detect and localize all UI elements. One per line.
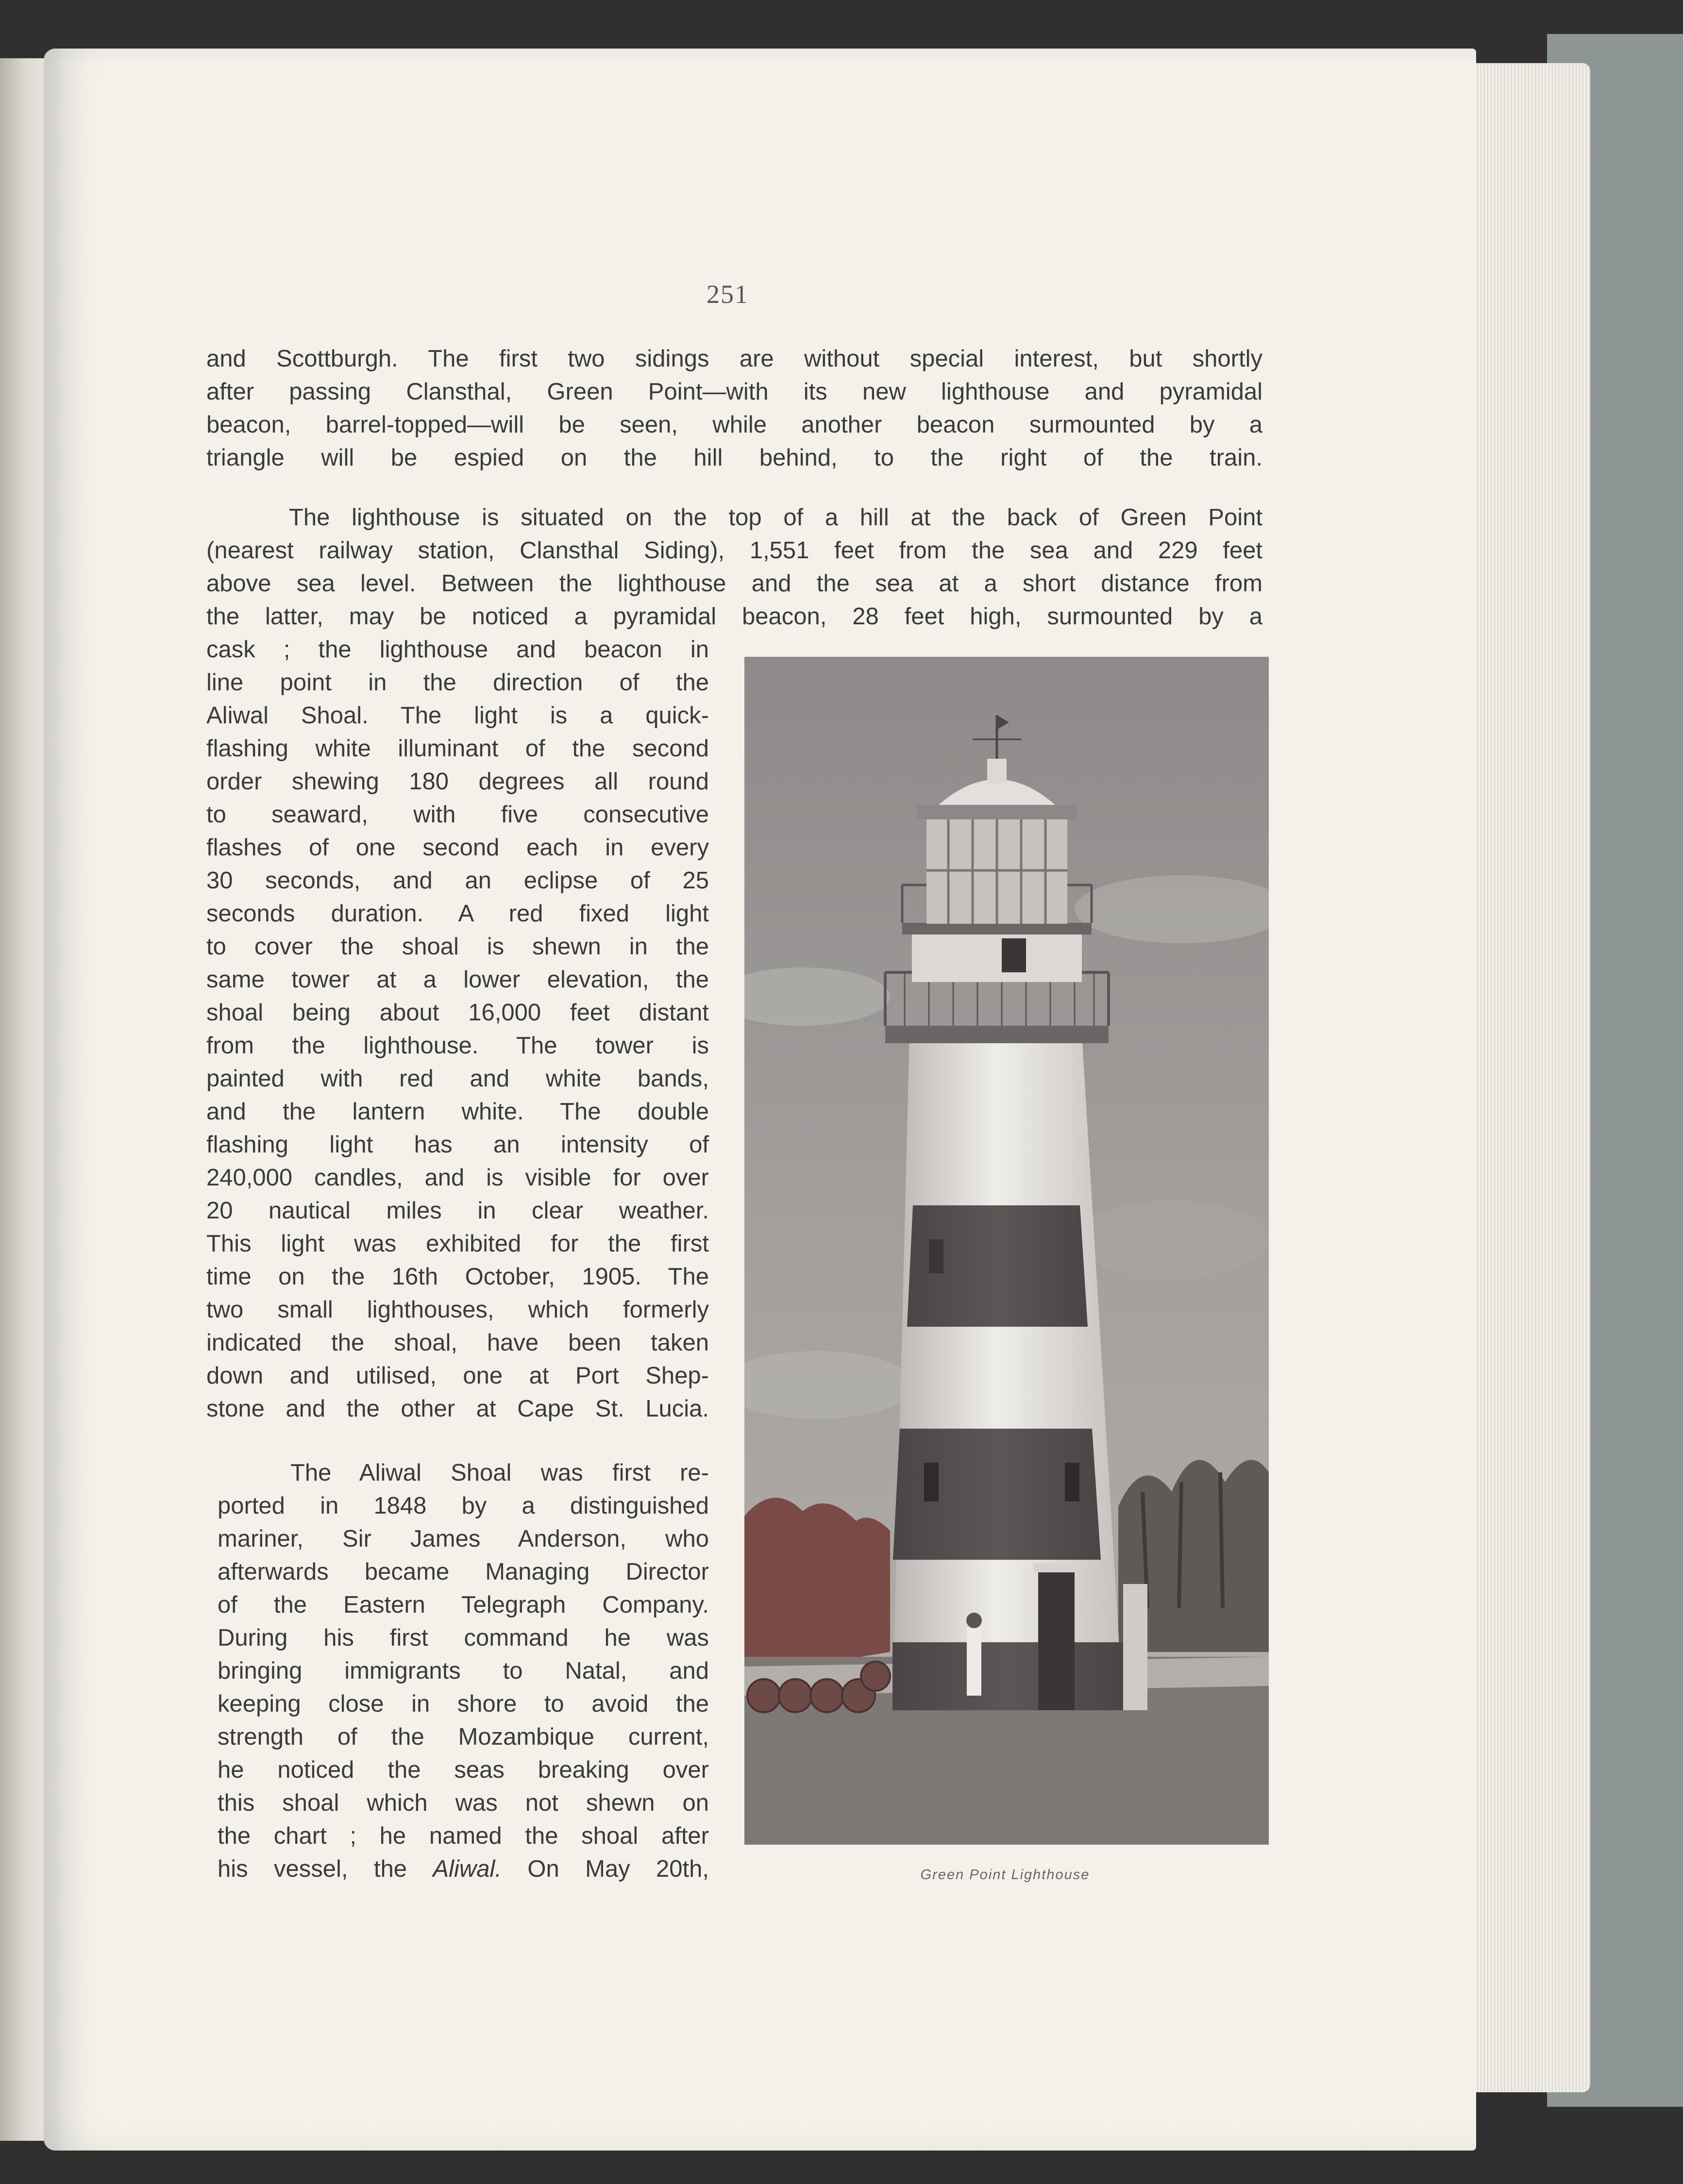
text-line: order shewing 180 degrees all round xyxy=(206,768,709,795)
text-line: down and utilised, one at Port Shep- xyxy=(206,1363,709,1389)
text-line: Aliwal Shoal. The light is a quick- xyxy=(206,702,709,729)
paragraph-1 xyxy=(206,342,1262,474)
text-line: beacon, barrel-topped—will be seen, while another beacon surmounted by a xyxy=(206,412,1262,438)
ship-name: Aliwal. xyxy=(433,1856,502,1882)
lighthouse-photograph xyxy=(744,657,1269,1845)
paragraph-2-narrow xyxy=(206,633,709,1425)
last-line-end: On May 20th, xyxy=(501,1856,709,1882)
text-line: line point in the direction of the xyxy=(206,669,709,696)
text-line: The lighthouse is situated on the top of a hill at the back of Green Point xyxy=(289,504,1262,531)
text-line: from the lighthouse. The tower is xyxy=(206,1033,709,1059)
text-line: the latter, may be noticed a pyramidal beacon, 28 feet high, surmounted by a xyxy=(206,603,1262,630)
text-line: afterwards became Managing Director xyxy=(218,1559,709,1585)
text-line: 240,000 candles, and is visible for over xyxy=(206,1165,709,1191)
text-line: The Aliwal Shoal was first re- xyxy=(290,1460,709,1486)
text-line: stone and the other at Cape St. Lucia. xyxy=(206,1396,709,1422)
text-line: strength of the Mozambique current, xyxy=(218,1724,709,1750)
paragraph-3 xyxy=(218,1456,709,1852)
text-line: During his first command he was xyxy=(218,1625,709,1651)
text-line: cask ; the lighthouse and beacon in xyxy=(206,636,709,663)
text-line: keeping close in shore to avoid the xyxy=(218,1691,709,1717)
text-line: indicated the shoal, have been taken xyxy=(206,1330,709,1356)
photo-caption: Green Point Lighthouse xyxy=(920,1867,1090,1883)
text-line: painted with red and white bands, xyxy=(206,1066,709,1092)
paragraph-2-full xyxy=(206,501,1262,633)
lighthouse-illustration xyxy=(744,657,1269,1845)
text-line: above sea level. Between the lighthouse and the sea at a short distance from xyxy=(206,570,1262,597)
text-line: shoal being about 16,000 feet distant xyxy=(206,1000,709,1026)
text-line: and Scottburgh. The first two sidings are without special interest, but shortly xyxy=(206,346,1262,372)
text-line: after passing Clansthal, Green Point—with its new lighthouse and pyramidal xyxy=(206,379,1262,405)
paragraph-3-last-line xyxy=(218,1852,709,1885)
text-line: this shoal which was not shewn on xyxy=(218,1790,709,1816)
last-line-start: his vessel, the xyxy=(218,1856,433,1882)
text-line: ported in 1848 by a distinguished xyxy=(218,1493,709,1519)
text-line: to seaward, with five consecutive xyxy=(206,801,709,828)
text-line: two small lighthouses, which formerly xyxy=(206,1297,709,1323)
text-line: bringing immigrants to Natal, and xyxy=(218,1658,709,1684)
text-line: same tower at a lower elevation, the xyxy=(206,967,709,993)
text-line: and the lantern white. The double xyxy=(206,1099,709,1125)
page-block-edges xyxy=(1462,63,1590,2092)
text-line: to cover the shoal is shewn in the xyxy=(206,934,709,960)
text-line: mariner, Sir James Anderson, who xyxy=(218,1526,709,1552)
page-number: 251 xyxy=(707,280,749,309)
text-line: flashes of one second each in every xyxy=(206,834,709,861)
text-line: the chart ; he named the shoal after xyxy=(218,1823,709,1849)
text-line: he noticed the seas breaking over xyxy=(218,1757,709,1783)
text-line: time on the 16th October, 1905. The xyxy=(206,1264,709,1290)
text-line: triangle will be espied on the hill behind, to the right of the train. xyxy=(206,445,1262,471)
text-line: of the Eastern Telegraph Company. xyxy=(218,1592,709,1618)
text-line: (nearest railway station, Clansthal Siding), 1,551 feet from the sea and 229 feet xyxy=(206,537,1262,564)
text-line: seconds duration. A red fixed light xyxy=(206,900,709,927)
text-line: 30 seconds, and an eclipse of 25 xyxy=(206,867,709,894)
text-line: flashing light has an intensity of xyxy=(206,1132,709,1158)
text-line: flashing white illuminant of the second xyxy=(206,735,709,762)
text-line: This light was exhibited for the first xyxy=(206,1231,709,1257)
text-line: 20 nautical miles in clear weather. xyxy=(206,1198,709,1224)
